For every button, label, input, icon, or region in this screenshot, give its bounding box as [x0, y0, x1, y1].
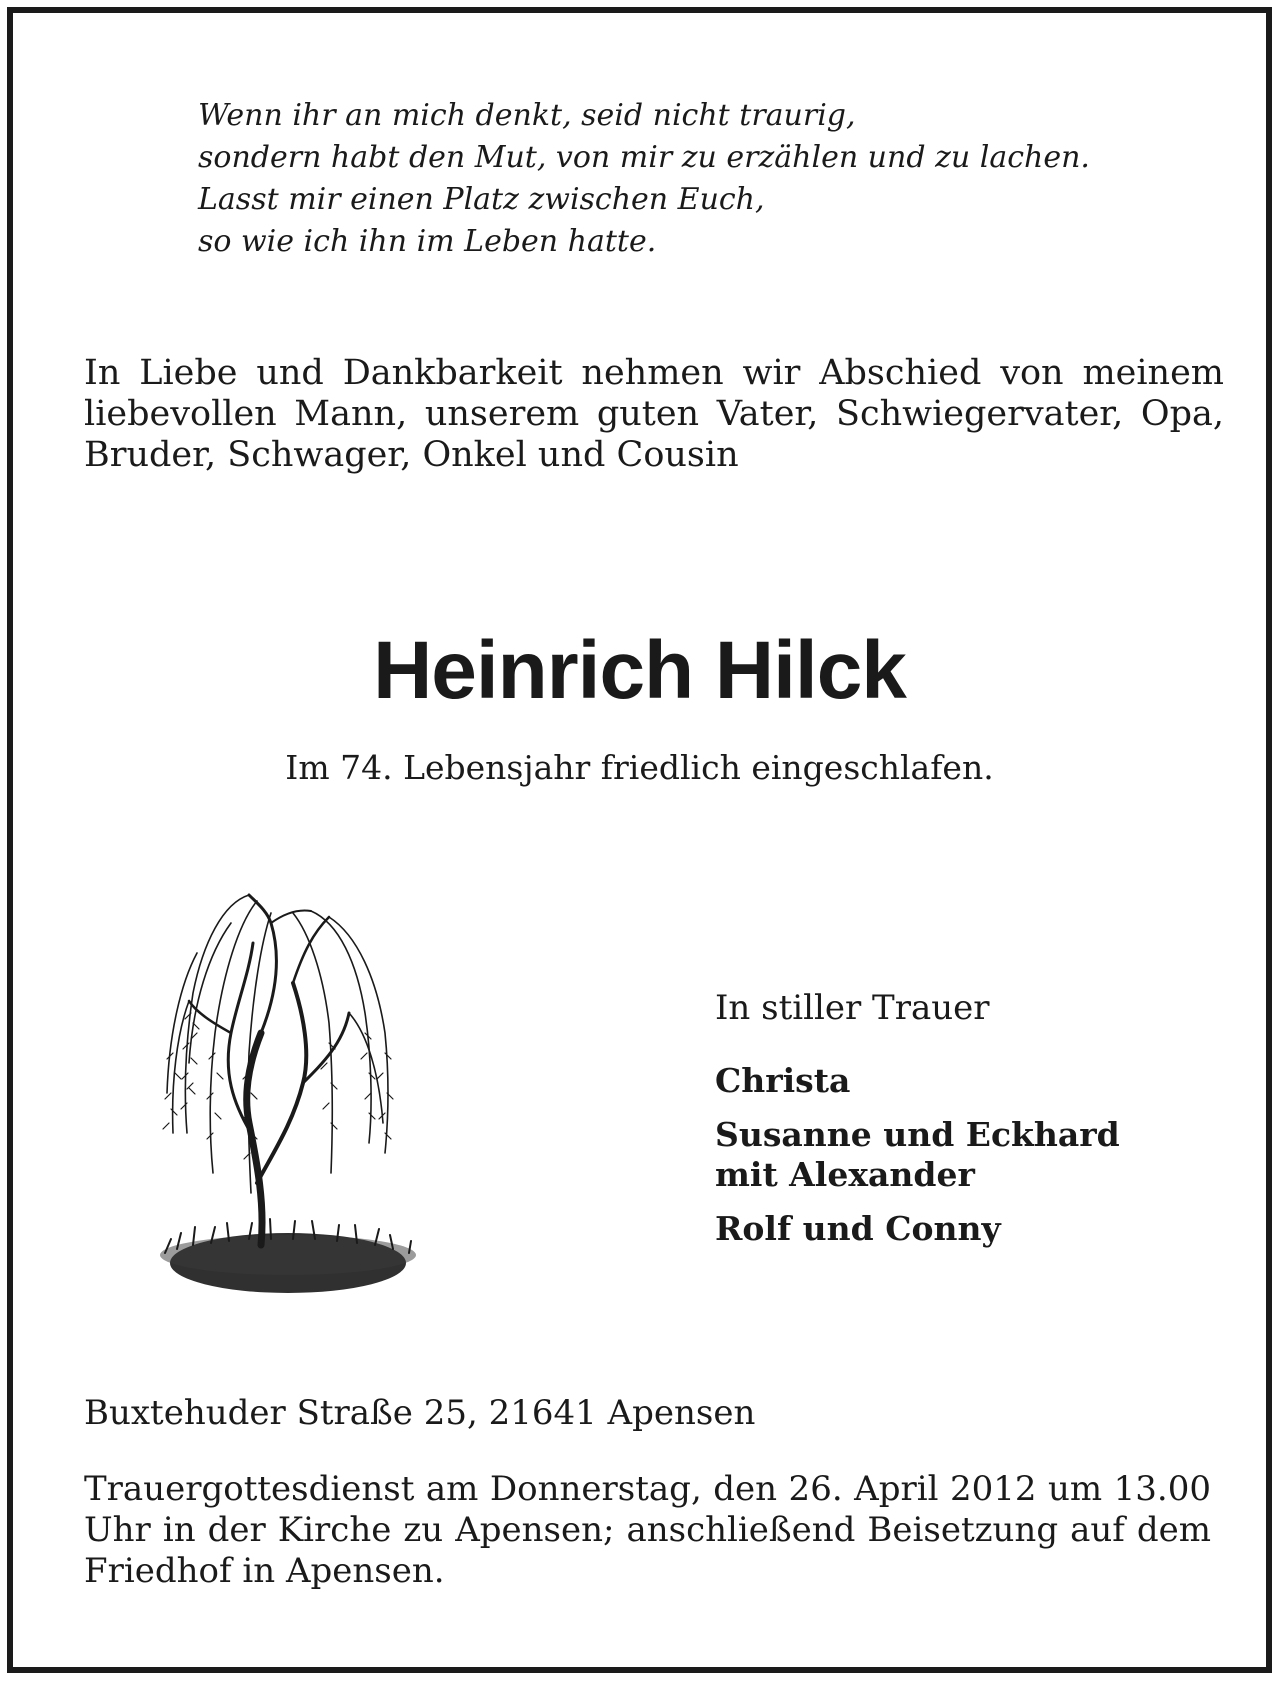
deceased-name: Heinrich Hilck: [373, 625, 906, 716]
mourner-name: Rolf und Conny: [715, 1209, 1001, 1248]
poem-line: Wenn ihr an mich denkt, seid nicht traurig,: [198, 98, 856, 133]
obituary-notice: [7, 7, 1272, 1673]
poem-line: Lasst mir einen Platz zwischen Euch,: [198, 182, 765, 217]
mourning-intro: In stiller Trauer: [715, 988, 990, 1028]
funeral-service-info: Trauergottesdienst am Donnerstag, den 26. April 2012 um 13.00 Uhr in der Kirche zu Apensen; anschließend Beisetzung auf dem Friedhof in Apensen.: [84, 1469, 1211, 1591]
mourner-name: Christa: [715, 1061, 851, 1100]
mourner-entry: [715, 1209, 1120, 1249]
mourner-name-continuation: mit Alexander: [715, 1155, 975, 1194]
mourner-name: Susanne und Eckhard: [715, 1115, 1120, 1154]
poem-line: sondern habt den Mut, von mir zu erzählen und zu lachen.: [198, 140, 1090, 175]
deceased-subtitle: Im 74. Lebensjahr friedlich eingeschlafen.: [285, 748, 994, 787]
mourner-entry: [715, 1115, 1120, 1195]
intro-text: In Liebe und Dankbarkeit nehmen wir Abschied von meinem liebevollen Mann, unserem guten Vater, Schwiegervater, Opa, Bruder, Schwager, Onkel und Cousin: [84, 353, 1224, 475]
weeping-willow-icon: [153, 883, 423, 1323]
mourners-list: [715, 1061, 1120, 1263]
poem: [198, 95, 1238, 263]
family-address: Buxtehuder Straße 25, 21641 Apensen: [84, 1393, 756, 1433]
mourner-entry: [715, 1061, 1120, 1101]
poem-line: so wie ich ihn im Leben hatte.: [198, 224, 657, 259]
